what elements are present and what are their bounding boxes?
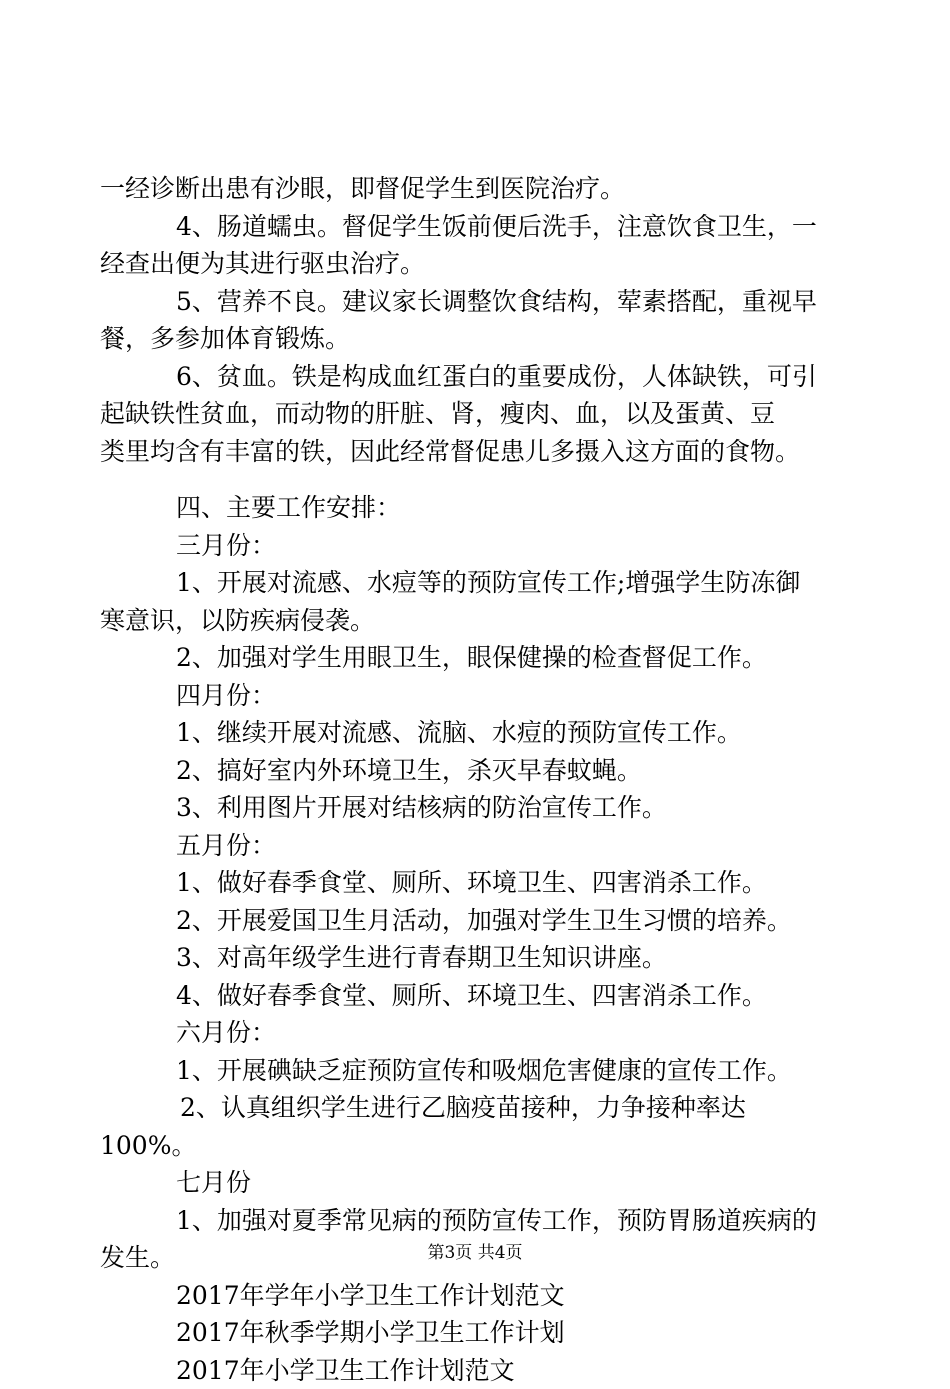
paragraph-line: 1、继续开展对流感、流脑、水痘的预防宣传工作。: [100, 714, 840, 752]
paragraph-line: 100%。: [100, 1127, 840, 1165]
paragraph-line: 6、贫血。铁是构成血红蛋白的重要成份，人体缺铁，可引: [100, 358, 840, 396]
paragraph-line: 5、营养不良。建议家长调整饮食结构，荤素搭配，重视早: [100, 283, 840, 321]
paragraph-line: 2、加强对学生用眼卫生，眼保健操的检查督促工作。: [100, 639, 840, 677]
paragraph-line: 1、加强对夏季常见病的预防宣传工作，预防胃肠道疾病的: [100, 1202, 840, 1240]
related-article-link[interactable]: 2017年秋季学期小学卫生工作计划: [100, 1314, 840, 1352]
paragraph-line: 3、对高年级学生进行青春期卫生知识讲座。: [100, 939, 840, 977]
related-article-link[interactable]: 2017年学年小学卫生工作计划范文: [100, 1277, 840, 1315]
paragraph-line: 1、做好春季食堂、厕所、环境卫生、四害消杀工作。: [100, 864, 840, 902]
paragraph-line: 2、认真组织学生进行乙脑疫苗接种，力争接种率达: [100, 1089, 840, 1127]
paragraph-gap: [100, 470, 840, 489]
paragraph-line: 4、做好春季食堂、厕所、环境卫生、四害消杀工作。: [100, 977, 840, 1015]
paragraph-line: 4、肠道蠕虫。督促学生饭前便后洗手，注意饮食卫生，一: [100, 208, 840, 246]
paragraph-line: 3、利用图片开展对结核病的防治宣传工作。: [100, 789, 840, 827]
month-heading: 五月份：: [100, 827, 840, 865]
paragraph-line: 起缺铁性贫血，而动物的肝脏、肾，瘦肉、血，以及蛋黄、豆: [100, 395, 840, 433]
page-number: 第3页 共4页: [0, 1241, 950, 1265]
section-heading: 四、主要工作安排：: [100, 489, 840, 527]
related-article-link[interactable]: 2017年小学卫生工作计划范文: [100, 1352, 840, 1389]
paragraph-line: 发生。: [100, 1239, 840, 1277]
paragraph-line: 餐，多参加体育锻炼。: [100, 320, 840, 358]
month-heading: 四月份：: [100, 677, 840, 715]
paragraph-line: 寒意识，以防疾病侵袭。: [100, 602, 840, 640]
paragraph-line: 一经诊断出患有沙眼，即督促学生到医院治疗。: [100, 170, 840, 208]
paragraph-line: 2、开展爱国卫生月活动，加强对学生卫生习惯的培养。: [100, 902, 840, 940]
month-heading: 三月份：: [100, 527, 840, 565]
paragraph-line: 类里均含有丰富的铁，因此经常督促患儿多摄入这方面的食物。: [100, 433, 840, 471]
document-body: [100, 170, 840, 1389]
paragraph-line: 经查出便为其进行驱虫治疗。: [100, 245, 840, 283]
paragraph-line: 1、开展碘缺乏症预防宣传和吸烟危害健康的宣传工作。: [100, 1052, 840, 1090]
paragraph-line: 1、开展对流感、水痘等的预防宣传工作;增强学生防冻御: [100, 564, 840, 602]
paragraph-line: 2、搞好室内外环境卫生，杀灭早春蚊蝇。: [100, 752, 840, 790]
month-heading: 六月份：: [100, 1014, 840, 1052]
month-heading: 七月份: [100, 1164, 840, 1202]
